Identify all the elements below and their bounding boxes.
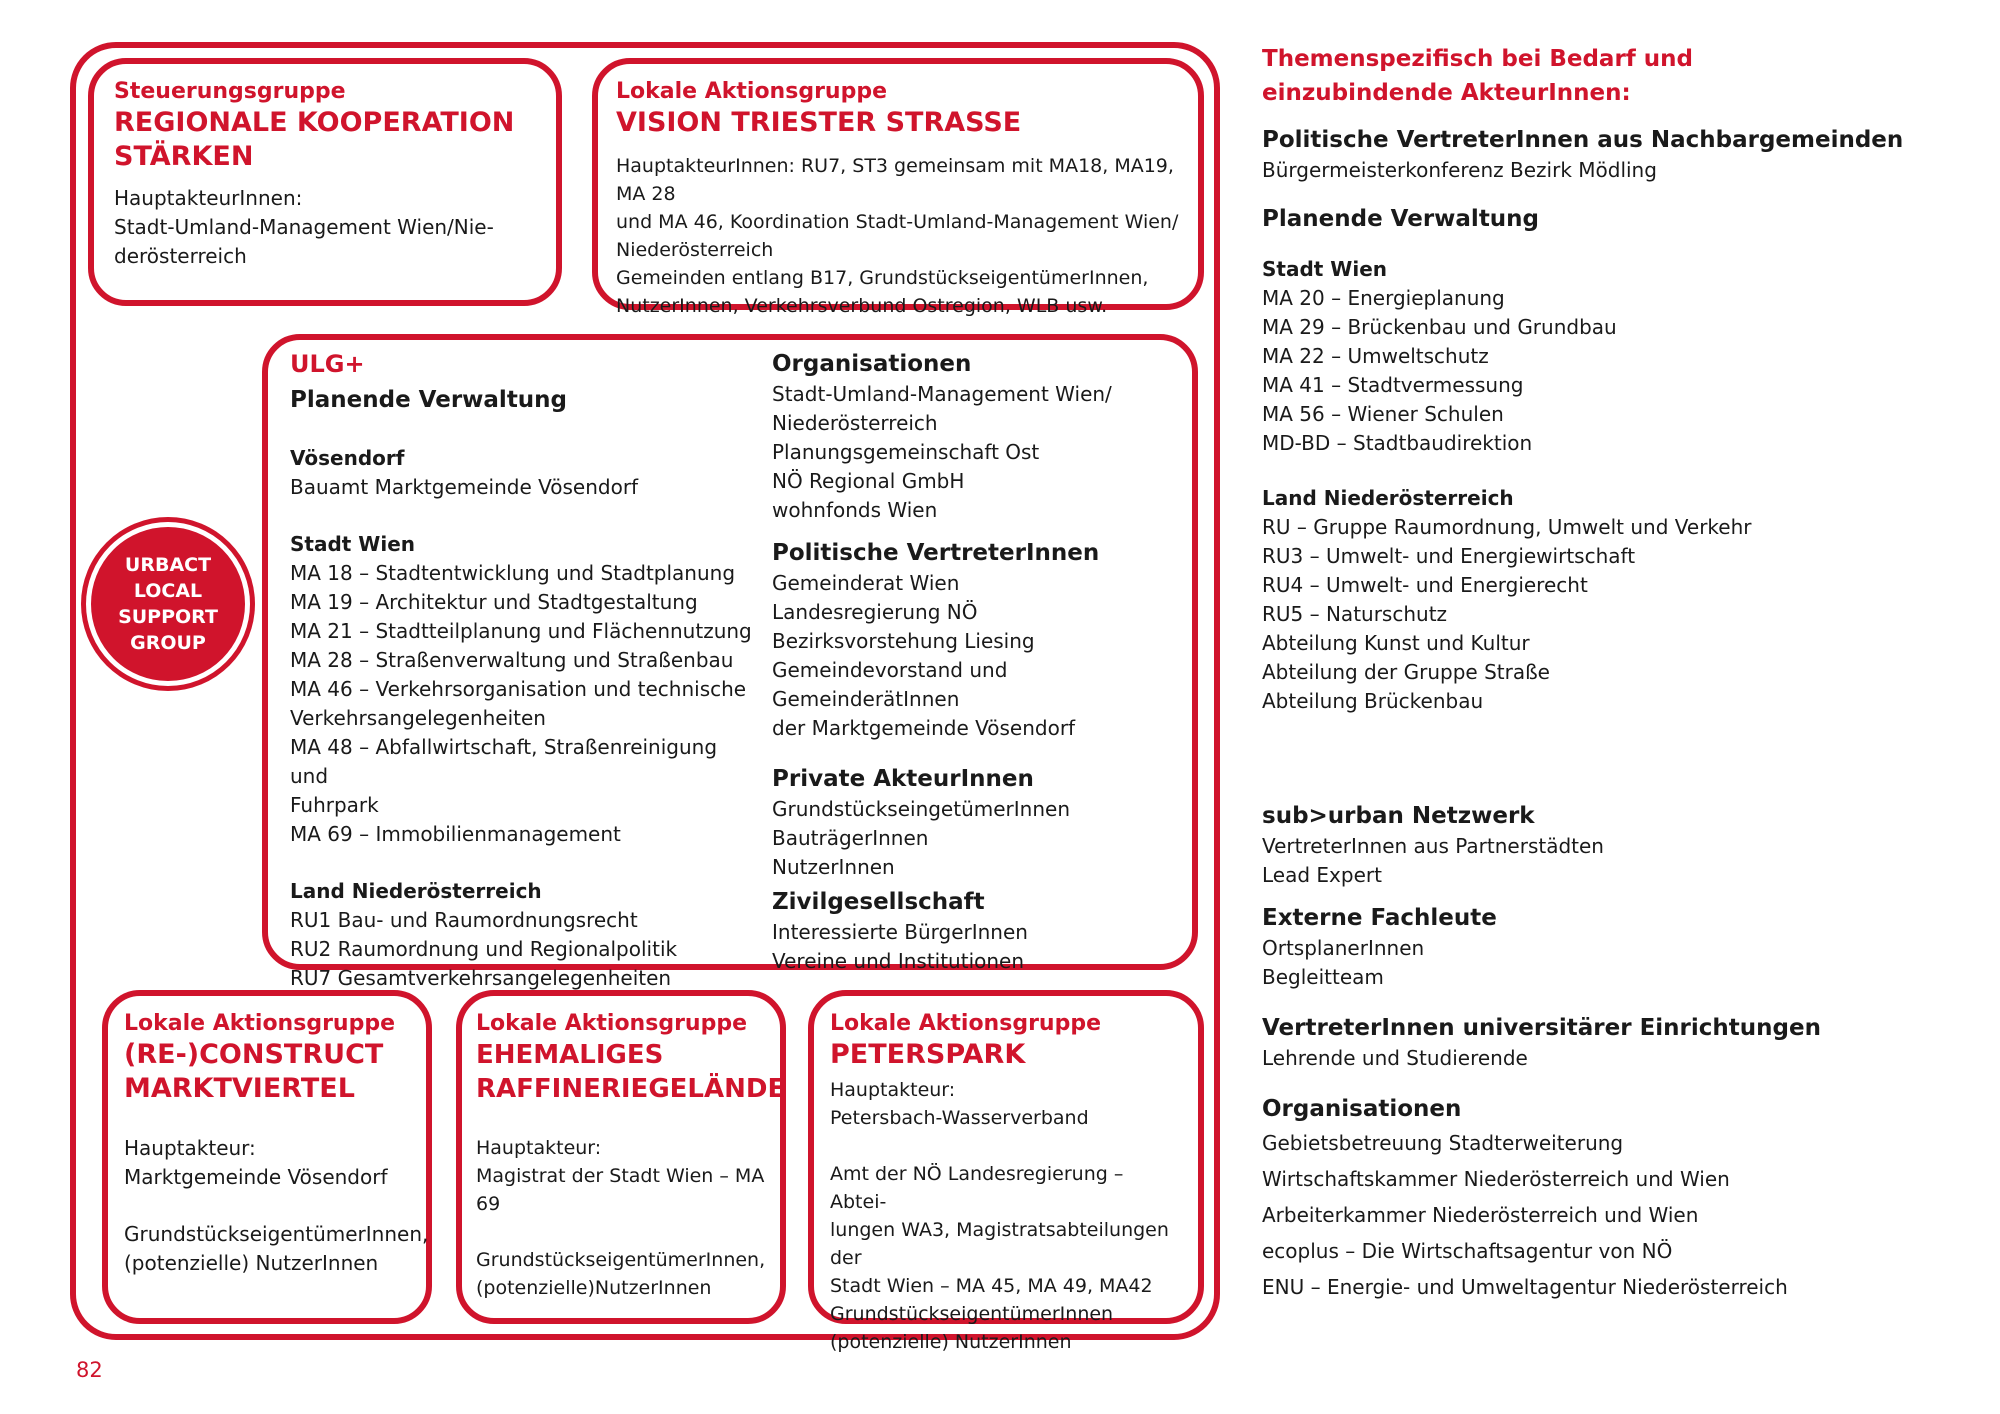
raffinerie-line: Hauptakteur:: [476, 1137, 602, 1159]
ulg-stadt-wien-item: Verkehrsangelegenheiten: [290, 706, 546, 730]
steuerung-line: HauptakteurInnen:: [114, 186, 303, 210]
triester-line: und MA 46, Koordination Stadt-Umland-Management Wien/: [616, 211, 1179, 233]
raffinerie-title-1: EHEMALIGES: [476, 1040, 664, 1070]
peterspark-line: Amt der NÖ Landesregierung – Abtei-: [830, 1163, 1124, 1213]
ulg-politische-item: Landesregierung NÖ: [772, 600, 978, 624]
raffinerie-title-2: RAFFINERIEGELÄNDE: [476, 1074, 786, 1104]
ulg-stadt-wien-item: MA 19 – Architektur und Stadtgestaltung: [290, 590, 698, 614]
urbact-badge: [86, 522, 250, 686]
ulg-land-noe-item: RU1 Bau- und Raumordnungsrecht: [290, 908, 638, 932]
right-planende-heading: Planende Verwaltung: [1262, 206, 1540, 232]
box-steuerungsgruppe: [88, 58, 562, 306]
right-suburban-item: VertreterInnen aus Partnerstädten: [1262, 834, 1604, 858]
ulg-organisationen-item: Niederösterreich: [772, 411, 938, 435]
box-ulg-plus: [262, 334, 1198, 990]
peterspark-line: Stadt Wien – MA 45, MA 49, MA42: [830, 1275, 1153, 1297]
ulg-private-item: NutzerInnen: [772, 855, 895, 879]
right-suburban-item: Lead Expert: [1262, 863, 1382, 887]
reconstruct-label: Lokale Aktionsgruppe: [124, 1011, 395, 1036]
ulg-stadt-wien-item: MA 28 – Straßenverwaltung und Straßenbau: [290, 648, 734, 672]
right-stadt-wien-item: MA 56 – Wiener Schulen: [1262, 402, 1504, 426]
ulg-politische-heading: Politische VertreterInnen: [772, 540, 1100, 566]
raffinerie-line: Magistrat der Stadt Wien – MA 69: [476, 1165, 765, 1215]
peterspark-line: GrundstückseigentümerInnen: [830, 1303, 1114, 1325]
reconstruct-line: Marktgemeinde Vösendorf: [124, 1165, 388, 1189]
right-title-1: Themenspezifisch bei Bedarf und: [1262, 46, 1694, 72]
right-land-noe-item: RU3 – Umwelt- und Energiewirtschaft: [1262, 544, 1636, 568]
peterspark-line: Hauptakteur:: [830, 1079, 956, 1101]
ulg-politische-item: Bezirksvorstehung Liesing: [772, 629, 1035, 653]
ulg-planende-heading: Planende Verwaltung: [290, 387, 568, 413]
peterspark-line: Petersbach-Wasserverband: [830, 1107, 1089, 1129]
right-orgs-heading: Organisationen: [1262, 1096, 1462, 1122]
reconstruct-title-2: MARKTVIERTEL: [124, 1073, 355, 1104]
ulg-private-item: GrundstückseingetümerInnen: [772, 797, 1070, 821]
ulg-zivil-heading: Zivilgesellschaft: [772, 889, 985, 915]
urbact-line: SUPPORT: [118, 606, 218, 628]
ulg-land-noe-item: RU7 Gesamtverkehrsangelegenheiten: [290, 966, 672, 990]
peterspark-line: (potenzielle) NutzerInnen: [830, 1331, 1072, 1353]
right-land-noe-item: RU – Gruppe Raumordnung, Umwelt und Verkehr: [1262, 515, 1752, 539]
right-externe-heading: Externe Fachleute: [1262, 905, 1497, 931]
box-reconstruct-marktviertel: [102, 990, 432, 1324]
steuerung-label: Steuerungsgruppe: [114, 79, 346, 104]
right-nachbar-item: Bürgermeisterkonferenz Bezirk Mödling: [1262, 158, 1657, 182]
ulg-organisationen-item: wohnfonds Wien: [772, 498, 938, 522]
reconstruct-line: GrundstückseigentümerInnen,: [124, 1222, 429, 1246]
raffinerie-label: Lokale Aktionsgruppe: [476, 1011, 747, 1036]
ulg-land-noe-item: RU2 Raumordnung und Regionalpolitik: [290, 937, 678, 961]
ulg-stadt-wien-item: MA 21 – Stadtteilplanung und Flächennutzung: [290, 619, 752, 643]
urbact-line: GROUP: [130, 632, 206, 654]
box-raffineriegelaende: [456, 990, 786, 1324]
box-triester-strasse: [592, 58, 1204, 317]
peterspark-title: PETERSPARK: [830, 1039, 1026, 1070]
ulg-stadt-wien-item: Fuhrpark: [290, 793, 379, 817]
ulg-zivil-item: Vereine und Institutionen: [772, 949, 1025, 973]
steuerung-line: derösterreich: [114, 244, 247, 268]
right-orgs-item: ENU – Energie- und Umweltagentur Niederösterreich: [1262, 1275, 1788, 1299]
urbact-line: LOCAL: [133, 580, 203, 602]
ulg-right-column: [772, 348, 1192, 976]
triester-line: Niederösterreich: [616, 239, 774, 261]
reconstruct-line: Hauptakteur:: [124, 1136, 256, 1160]
steuerung-title-1: REGIONALE KOOPERATION: [114, 107, 515, 138]
right-stadt-wien-item: MA 29 – Brückenbau und Grundbau: [1262, 315, 1617, 339]
triester-label: Lokale Aktionsgruppe: [616, 79, 887, 104]
right-externe-item: OrtsplanerInnen: [1262, 936, 1425, 960]
ulg-stadt-wien-heading: Stadt Wien: [290, 532, 416, 556]
ulg-private-item: BauträgerInnen: [772, 826, 929, 850]
reconstruct-title-1: (RE-)CONSTRUCT: [124, 1039, 384, 1070]
right-orgs-item: Gebietsbetreuung Stadterweiterung: [1262, 1131, 1624, 1155]
right-column-bottom: [1262, 800, 1982, 1305]
ulg-organisationen-heading: Organisationen: [772, 351, 972, 377]
right-stadt-wien-item: MA 41 – Stadtvermessung: [1262, 373, 1524, 397]
triester-line: NutzerInnen, Verkehrsverbund Ostregion, WLB usw.: [616, 295, 1108, 317]
right-uni-item: Lehrende und Studierende: [1262, 1046, 1528, 1070]
reconstruct-line: (potenzielle) NutzerInnen: [124, 1251, 379, 1275]
ulg-voesendorf-heading: Vösendorf: [290, 446, 405, 470]
right-land-noe-item: RU5 – Naturschutz: [1262, 602, 1448, 626]
ulg-private-heading: Private AkteurInnen: [772, 766, 1034, 792]
ulg-label: ULG+: [290, 350, 365, 378]
right-nachbar-heading: Politische VertreterInnen aus Nachbargemeinden: [1262, 127, 1904, 153]
steuerung-title-2: STÄRKEN: [114, 141, 254, 172]
box-peterspark: [808, 990, 1204, 1353]
ulg-voesendorf-item: Bauamt Marktgemeinde Vösendorf: [290, 475, 639, 499]
right-orgs-item: ecoplus – Die Wirtschaftsagentur von NÖ: [1262, 1239, 1673, 1263]
right-suburban-heading: sub>urban Netzwerk: [1262, 803, 1535, 829]
right-title-2: einzubindende AkteurInnen:: [1262, 80, 1631, 106]
steuerung-line: Stadt-Umland-Management Wien/Nie-: [114, 215, 494, 239]
ulg-organisationen-item: Planungsgemeinschaft Ost: [772, 440, 1040, 464]
ulg-zivil-item: Interessierte BürgerInnen: [772, 920, 1028, 944]
right-column-top: [1262, 42, 1982, 716]
right-land-noe-item: Abteilung Kunst und Kultur: [1262, 631, 1530, 655]
right-land-noe-item: Abteilung Brückenbau: [1262, 689, 1484, 713]
ulg-politische-item: Gemeinderat Wien: [772, 571, 960, 595]
right-land-noe-item: Abteilung der Gruppe Straße: [1262, 660, 1550, 684]
ulg-stadt-wien-item: MA 18 – Stadtentwicklung und Stadtplanung: [290, 561, 736, 585]
right-externe-item: Begleitteam: [1262, 965, 1384, 989]
right-stadt-wien-item: MD-BD – Stadtbaudirektion: [1262, 431, 1533, 455]
ulg-politische-item: Gemeindevorstand und GemeinderätInnen: [772, 658, 1008, 711]
raffinerie-line: (potenzielle)NutzerInnen: [476, 1277, 712, 1299]
right-orgs-item: Wirtschaftskammer Niederösterreich und Wien: [1262, 1167, 1730, 1191]
peterspark-label: Lokale Aktionsgruppe: [830, 1011, 1101, 1036]
right-land-noe-item: RU4 – Umwelt- und Energierecht: [1262, 573, 1588, 597]
right-stadt-wien-item: MA 22 – Umweltschutz: [1262, 344, 1489, 368]
ulg-organisationen-item: NÖ Regional GmbH: [772, 469, 965, 493]
urbact-line: URBACT: [124, 554, 212, 576]
triester-title: VISION TRIESTER STRASSE: [616, 107, 1022, 138]
ulg-politische-item: der Marktgemeinde Vösendorf: [772, 716, 1076, 740]
ulg-stadt-wien-item: MA 69 – Immobilienmanagement: [290, 822, 621, 846]
right-land-noe-heading: Land Niederösterreich: [1262, 486, 1514, 510]
right-orgs-item: Arbeiterkammer Niederösterreich und Wien: [1262, 1203, 1699, 1227]
raffinerie-line: GrundstückseigentümerInnen,: [476, 1249, 766, 1271]
ulg-organisationen-item: Stadt-Umland-Management Wien/: [772, 382, 1112, 406]
peterspark-line: lungen WA3, Magistratsabteilungen der: [830, 1219, 1169, 1269]
ulg-stadt-wien-item: MA 48 – Abfallwirtschaft, Straßenreinigung und: [290, 735, 718, 788]
right-uni-heading: VertreterInnen universitärer Einrichtungen: [1262, 1015, 1821, 1041]
ulg-stadt-wien-item: MA 46 – Verkehrsorganisation und technische: [290, 677, 747, 701]
page-number: 82: [76, 1358, 103, 1382]
right-stadt-wien-heading: Stadt Wien: [1262, 257, 1388, 281]
right-stadt-wien-item: MA 20 – Energieplanung: [1262, 286, 1505, 310]
ulg-land-noe-heading: Land Niederösterreich: [290, 879, 542, 903]
triester-line: HauptakteurInnen: RU7, ST3 gemeinsam mit MA18, MA19, MA 28: [616, 155, 1174, 205]
triester-line: Gemeinden entlang B17, GrundstückseigentümerInnen,: [616, 267, 1149, 289]
ulg-left-column: [290, 348, 760, 993]
